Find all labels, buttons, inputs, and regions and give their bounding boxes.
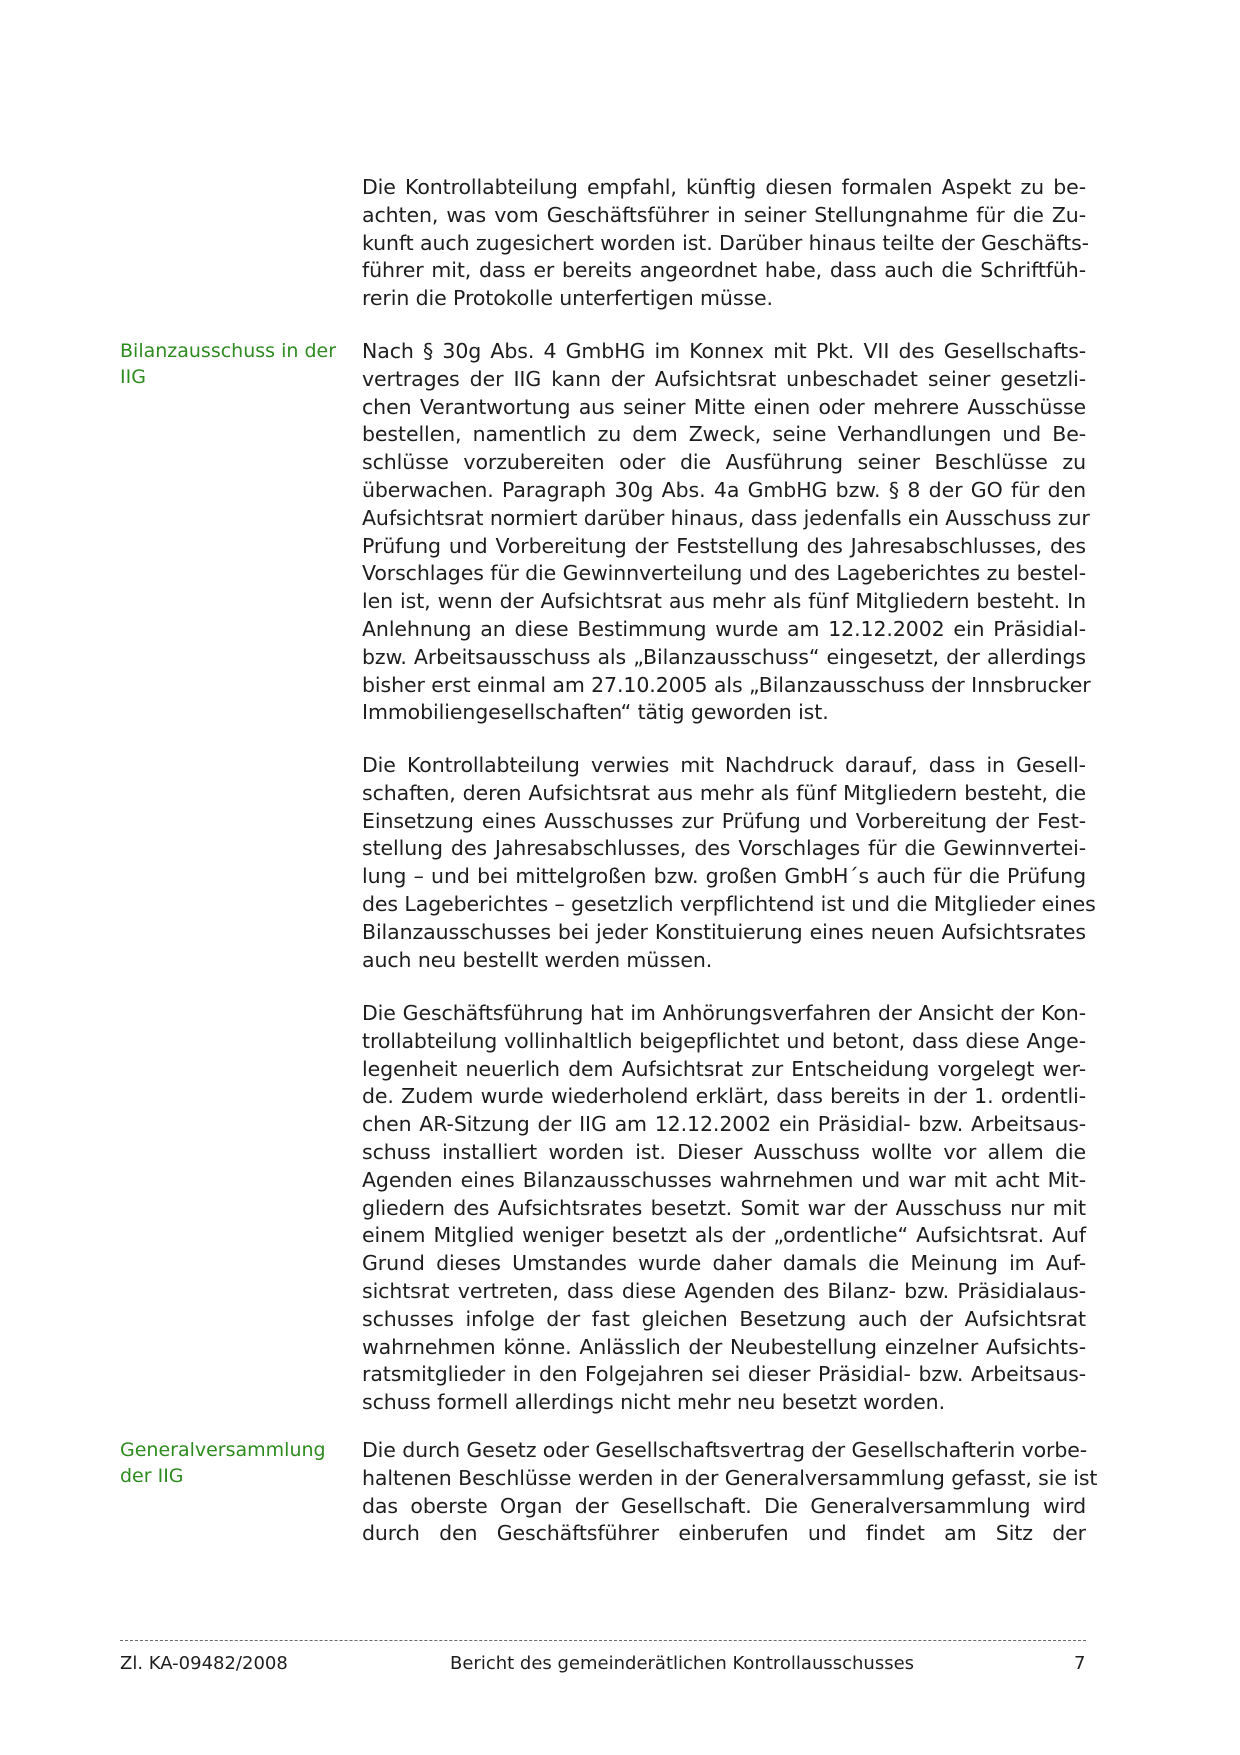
page-number: 7 — [1074, 1653, 1086, 1674]
text-line: chen AR-Sitzung der IIG am 12.12.2002 ein Präsidial- bzw. Arbeitsaus- — [362, 1112, 1086, 1137]
footer-divider — [120, 1640, 1086, 1641]
margin-heading-line: IIG — [120, 366, 146, 388]
text-line: Prüfung und Vorbereitung der Feststellung des Jahresabschlusses, des — [362, 533, 1086, 558]
margin-heading-line: der IIG — [120, 1465, 184, 1487]
text-line: legenheit neuerlich dem Aufsichtsrat zur Entscheidung vorgelegt wer- — [362, 1056, 1086, 1081]
text-line: len ist, wenn der Aufsichtsrat aus mehr als fünf Mitgliedern besteht. In — [362, 589, 1086, 614]
text-line: führer mit, dass er bereits angeordnet habe, dass auch die Schriftfüh- — [362, 258, 1086, 283]
text-line: Einsetzung eines Ausschusses zur Prüfung und Vorbereitung der Fest- — [362, 808, 1086, 833]
text-line: stellung des Jahresabschlusses, des Vorschlages für die Gewinnvertei- — [362, 836, 1086, 861]
text-line: Die durch Gesetz oder Gesellschaftsvertrag der Gesellschafterin vorbe- — [362, 1438, 1088, 1462]
text-line: Immobiliengesellschaften“ tätig geworden ist. — [362, 700, 829, 725]
text-line: Die Kontrollabteilung empfahl, künftig diesen formalen Aspekt zu be- — [362, 175, 1086, 199]
paragraph-generalversammlung — [362, 1437, 1098, 1548]
text-line: Die Geschäftsführung hat im Anhörungsverfahren der Ansicht der Kon- — [362, 1001, 1086, 1025]
text-line: Die Kontrollabteilung verwies mit Nachdruck darauf, dass in Gesell- — [362, 753, 1086, 777]
text-line: bestellen, namentlich zu dem Zweck, seine Verhandlungen und Be- — [362, 422, 1086, 447]
margin-heading-line: Bilanzausschuss in der — [120, 340, 337, 362]
text-line: Anlehnung an diese Bestimmung wurde am 12.12.2002 ein Präsidial- — [362, 616, 1086, 641]
text-line: gliedern des Aufsichtsrates besetzt. Somit war der Ausschuss nur mit — [362, 1195, 1086, 1220]
text-line: haltenen Beschlüsse werden in der Generalversammlung gefasst, sie ist — [362, 1465, 1098, 1490]
text-line: sichtsrat vertreten, dass diese Agenden des Bilanz- bzw. Präsidialaus- — [362, 1278, 1086, 1303]
text-line: schuss formell allerdings nicht mehr neu besetzt worden. — [362, 1390, 945, 1415]
text-line: des Lageberichtes – gesetzlich verpflichtend ist und die Mitglieder eines — [362, 891, 1096, 916]
text-line: lung – und bei mittelgroßen bzw. großen GmbH´s auch für die Prüfung — [362, 864, 1086, 889]
text-line: durch den Geschäftsführer einberufen und findet am Sitz der — [362, 1521, 1086, 1546]
text-line: rerin die Protokolle unterfertigen müsse. — [362, 286, 773, 311]
text-line: schaften, deren Aufsichtsrat aus mehr als fünf Mitgliedern besteht, die — [362, 780, 1086, 805]
paragraph-formal-aspect — [362, 174, 1089, 313]
text-line: wahrnehmen könne. Anlässlich der Neubestellung einzelner Aufsichts- — [362, 1334, 1086, 1359]
text-line: kunft auch zugesichert worden ist. Darüber hinaus teilte der Geschäfts- — [362, 230, 1089, 255]
text-line: Aufsichtsrat normiert darüber hinaus, dass jedenfalls ein Ausschuss zur — [362, 505, 1090, 530]
text-line: Nach § 30g Abs. 4 GmbHG im Konnex mit Pkt. VII des Gesellschafts- — [362, 339, 1086, 363]
footer-title: Bericht des gemeinderätlichen Kontrollausschusses — [450, 1653, 915, 1674]
text-line: trollabteilung vollinhaltlich beigepflichtet und betont, dass diese Ange- — [362, 1028, 1086, 1053]
text-line: Bilanzausschusses bei jeder Konstituierung eines neuen Aufsichtsrates — [362, 919, 1086, 944]
paragraph-kontrollabteilung-emphasis — [362, 752, 1096, 974]
text-line: Grund dieses Umstandes wurde daher damals die Meinung im Auf- — [362, 1251, 1086, 1276]
footer-reference: Zl. KA-09482/2008 — [120, 1653, 288, 1674]
paragraph-geschaeftsfuehrung-response — [362, 1000, 1086, 1417]
text-line: ratsmitglieder in den Folgejahren sei dieser Präsidial- bzw. Arbeitsaus- — [362, 1362, 1086, 1387]
text-line: bzw. Arbeitsausschuss als „Bilanzausschuss“ eingesetzt, der allerdings — [362, 644, 1086, 669]
text-line: Agenden eines Bilanzausschusses wahrnehmen und war mit acht Mit- — [362, 1167, 1086, 1192]
text-line: das oberste Organ der Gesellschaft. Die Generalversammlung wird — [362, 1493, 1086, 1518]
text-line: schlüsse vorzubereiten oder die Ausführung seiner Beschlüsse zu — [362, 450, 1086, 475]
margin-heading-generalversammlung — [120, 1437, 340, 1489]
text-line: de. Zudem wurde wiederholend erklärt, dass bereits in der 1. ordentli- — [362, 1084, 1086, 1109]
paragraph-bilanzausschuss-legal-basis — [362, 338, 1091, 727]
text-line: chen Verantwortung aus seiner Mitte einen oder mehrere Ausschüsse — [362, 394, 1086, 419]
text-line: einem Mitglied weniger besetzt als der „ordentliche“ Aufsichtsrat. Auf — [362, 1223, 1086, 1248]
text-line: auch neu bestellt werden müssen. — [362, 947, 713, 972]
margin-heading-line: Generalversammlung — [120, 1439, 326, 1461]
text-line: achten, was vom Geschäftsführer in seiner Stellungnahme für die Zu- — [362, 202, 1086, 227]
text-line: Vorschlages für die Gewinnverteilung und des Lageberichtes zu bestel- — [362, 561, 1086, 586]
text-line: schusses infolge der fast gleichen Besetzung auch der Aufsichtsrat — [362, 1306, 1086, 1331]
margin-heading-bilanzausschuss — [120, 338, 340, 390]
text-line: bisher erst einmal am 27.10.2005 als „Bilanzausschuss der Innsbrucker — [362, 672, 1091, 697]
text-line: schuss installiert worden ist. Dieser Ausschuss wollte vor allem die — [362, 1139, 1086, 1164]
text-line: vertrages der IIG kann der Aufsichtsrat unbeschadet seiner gesetzli- — [362, 366, 1086, 391]
text-line: überwachen. Paragraph 30g Abs. 4a GmbHG bzw. § 8 der GO für den — [362, 477, 1086, 502]
